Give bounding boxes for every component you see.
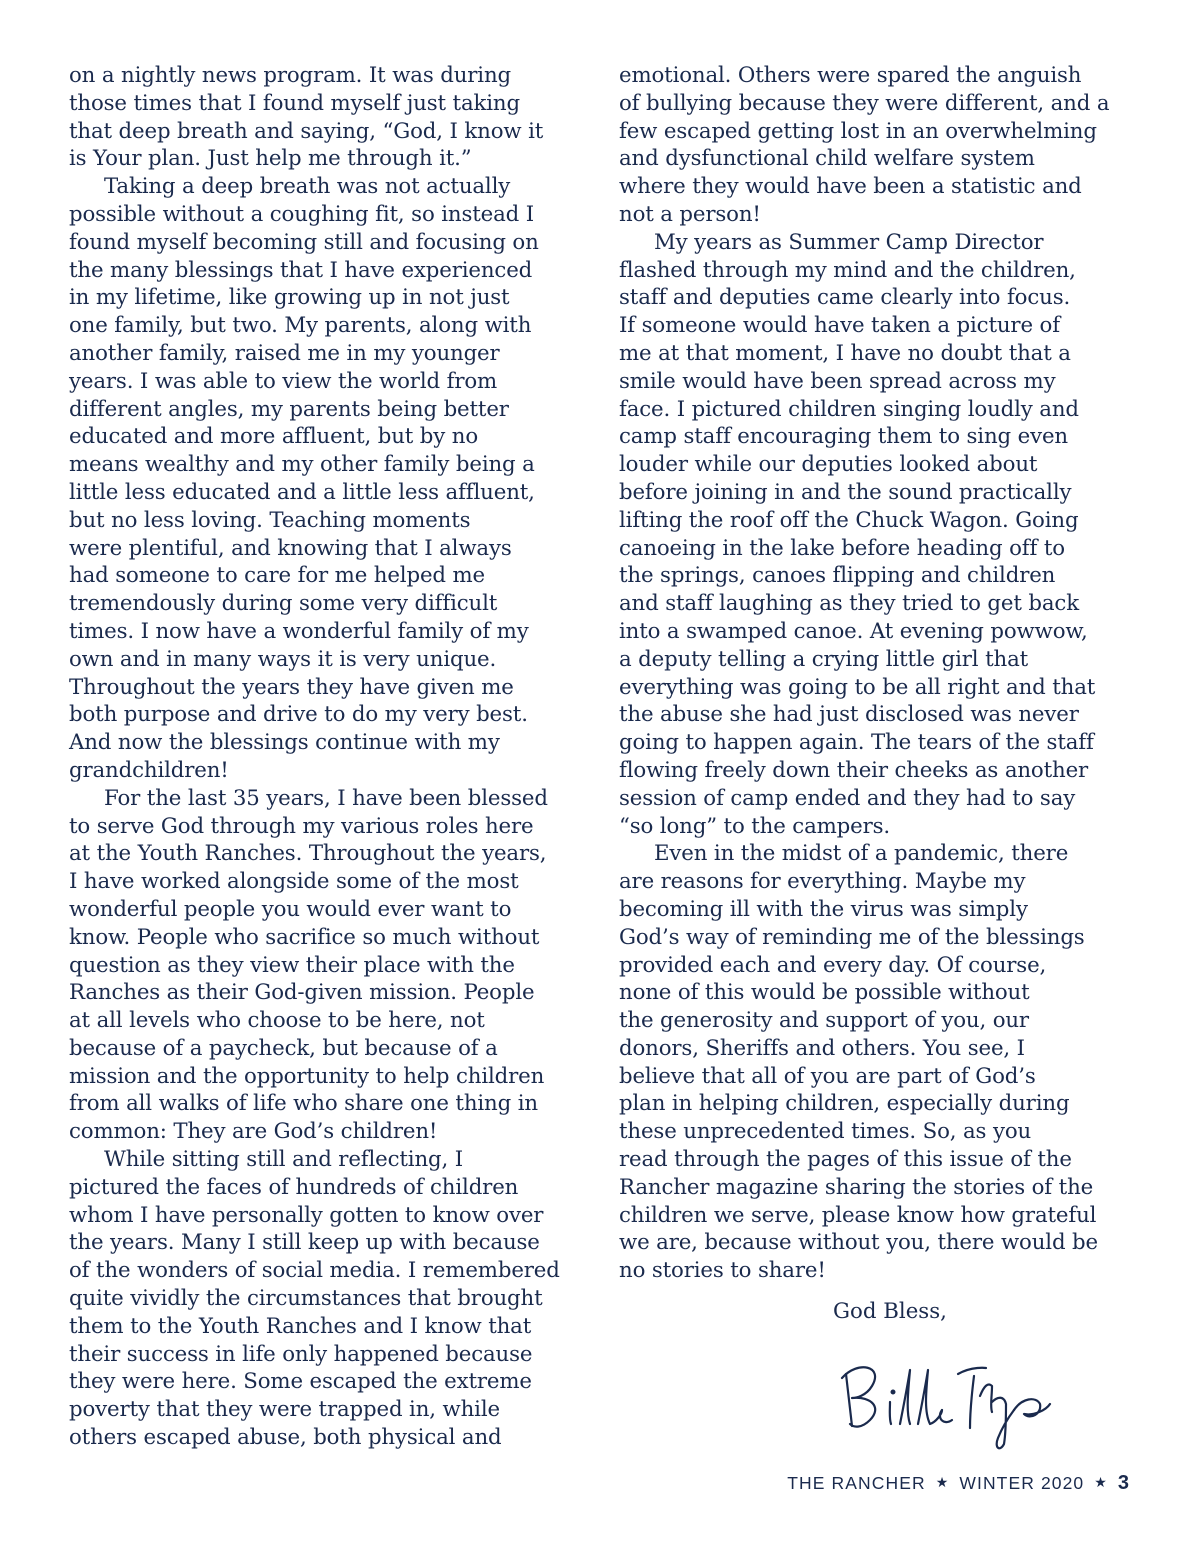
text-line: smile would have been spread across my: [619, 368, 1056, 394]
text-line: their success in life only happened because: [69, 1341, 533, 1367]
text-line: And now the blessings continue with my: [69, 730, 500, 756]
text-line: canoeing in the lake before heading off to: [619, 535, 1065, 561]
text-line: read through the pages of this issue of the: [619, 1147, 1072, 1173]
text-line: louder while our deputies looked about: [619, 452, 1038, 478]
text-line: poverty that they were trapped in, while: [69, 1397, 500, 1423]
text-line: before joining in and the sound practically: [619, 479, 1072, 505]
text-line: donors, Sheriffs and others. You see, I: [619, 1035, 1025, 1061]
text-line: whom I have personally gotten to know over: [69, 1202, 544, 1228]
text-line: the years. Many I still keep up with because: [69, 1230, 540, 1256]
text-line: everything was going to be all right and that: [619, 674, 1096, 700]
text-line: on a nightly news program. It was during: [69, 63, 512, 88]
text-line: Rancher magazine sharing the stories of the: [619, 1174, 1094, 1200]
text-line: pictured the faces of hundreds of children: [69, 1174, 519, 1200]
text-line: the abuse she had just disclosed was never: [619, 702, 1079, 728]
text-line: Even in the midst of a pandemic, there: [654, 841, 1069, 867]
text-line: few escaped getting lost in an overwhelming: [619, 118, 1097, 144]
text-line: where they would have been a statistic and: [619, 174, 1082, 200]
text-line: times. I now have a wonderful family of my: [69, 618, 529, 644]
text-line: My years as Summer Camp Director: [654, 229, 1044, 255]
text-line: both purpose and drive to do my very best.: [69, 702, 528, 728]
page-footer: [787, 1472, 1129, 1495]
text-line: different angles, my parents being better: [69, 396, 509, 422]
text-line: from all walks of life who share one thing in: [69, 1091, 538, 1117]
text-line: we are, because without you, there would be: [619, 1230, 1098, 1256]
text-line: at all levels who choose to be here, not: [69, 1008, 485, 1034]
text-line: that deep breath and saying, “God, I know it: [69, 118, 544, 144]
text-line: Ranches as their God-given mission. People: [69, 980, 535, 1006]
text-line: own and in many ways it is very unique.: [69, 646, 497, 672]
text-line: in my lifetime, like growing up in not just: [69, 285, 510, 311]
issue-label: WINTER 2020: [959, 1473, 1085, 1493]
text-line: session of camp ended and they had to say: [619, 785, 1076, 811]
text-line: camp staff encouraging them to sing even: [619, 424, 1068, 450]
text-line: of bullying because they were different, and a: [619, 90, 1110, 116]
signature-image: [838, 1352, 1058, 1452]
star-icon: ★: [1094, 1474, 1108, 1490]
closing-salutation: God Bless,: [833, 1299, 947, 1324]
text-line: mission and the opportunity to help children: [69, 1063, 545, 1089]
text-line: they were here. Some escaped the extreme: [69, 1369, 532, 1395]
text-line: the many blessings that I have experienced: [69, 257, 533, 283]
text-line: these unprecedented times. So, as you: [619, 1119, 1032, 1145]
text-line: because of a paycheck, but because of a: [69, 1035, 498, 1061]
text-line: the springs, canoes flipping and children: [619, 563, 1056, 589]
text-line: had someone to care for me helped me: [69, 563, 485, 589]
text-line: is Your plan. Just help me through it.”: [69, 146, 472, 172]
text-line: into a swamped canoe. At evening powwow,: [619, 618, 1088, 644]
text-line: I have worked alongside some of the most: [69, 869, 519, 895]
text-line: to serve God through my various roles here: [69, 813, 534, 839]
text-line: believe that all of you are part of God’s: [619, 1063, 1036, 1089]
text-line: God’s way of reminding me of the blessings: [619, 924, 1085, 950]
text-line: and staff laughing as they tried to get back: [619, 591, 1079, 617]
text-line: years. I was able to view the world from: [69, 368, 498, 394]
publication-name: THE RANCHER: [787, 1473, 926, 1493]
text-line: those times that I found myself just taking: [69, 90, 520, 116]
text-line: a deputy telling a crying little girl that: [619, 646, 1029, 672]
text-line: none of this would be possible without: [619, 980, 1030, 1006]
text-line: quite vividly the circumstances that brought: [69, 1286, 543, 1312]
text-line: and dysfunctional child welfare system: [619, 146, 1035, 172]
text-line: going to happen again. The tears of the staff: [619, 730, 1094, 756]
right-column: [619, 62, 1139, 1285]
text-line: tremendously during some very difficult: [69, 591, 498, 617]
text-line: but no less loving. Teaching moments: [69, 507, 471, 533]
text-line: the generosity and support of you, our: [619, 1008, 1029, 1034]
left-column: [69, 62, 585, 1452]
text-line: are reasons for everything. Maybe my: [619, 869, 1026, 895]
text-line: another family, raised me in my younger: [69, 340, 500, 366]
text-line: lifting the roof off the Chuck Wagon. Going: [619, 507, 1079, 533]
text-line: of the wonders of social media. I remembered: [69, 1258, 560, 1284]
text-line: found myself becoming still and focusing on: [69, 229, 539, 255]
text-line: For the last 35 years, I have been blessed: [104, 785, 548, 811]
text-line: me at that moment, I have no doubt that a: [619, 340, 1071, 366]
text-line: children we serve, please know how grateful: [619, 1202, 1097, 1228]
text-line: Throughout the years they have given me: [69, 674, 514, 700]
text-line: flashed through my mind and the children,: [619, 257, 1076, 283]
text-line: becoming ill with the virus was simply: [619, 896, 1028, 922]
text-line: not a person!: [619, 201, 761, 227]
text-line: possible without a coughing fit, so instead I: [69, 201, 535, 227]
text-line: flowing freely down their cheeks as another: [619, 757, 1089, 783]
text-line: emotional. Others were spared the anguish: [619, 63, 1082, 88]
text-line: means wealthy and my other family being a: [69, 452, 535, 478]
text-line: know. People who sacrifice so much without: [69, 924, 540, 950]
text-line: While sitting still and reflecting, I: [104, 1147, 464, 1173]
text-line: If someone would have taken a picture of: [619, 313, 1060, 339]
star-icon: ★: [935, 1474, 950, 1490]
text-line: educated and more affluent, but by no: [69, 424, 479, 450]
text-line: question as they view their place with the: [69, 952, 515, 978]
text-line: little less educated and a little less affluent,: [69, 479, 535, 505]
text-line: at the Youth Ranches. Throughout the years,: [69, 841, 547, 867]
text-line: Taking a deep breath was not actually: [104, 174, 511, 200]
text-line: were plentiful, and knowing that I always: [69, 535, 512, 561]
page-number: 3: [1117, 1472, 1129, 1494]
text-line: staff and deputies came clearly into focus.: [619, 285, 1071, 311]
text-line: common: They are God’s children!: [69, 1119, 438, 1145]
text-line: wonderful people you would ever want to: [69, 896, 512, 922]
text-line: grandchildren!: [69, 757, 229, 783]
text-line: them to the Youth Ranches and I know that: [69, 1313, 532, 1339]
text-line: others escaped abuse, both physical and: [69, 1425, 502, 1451]
text-line: “so long” to the campers.: [619, 813, 891, 839]
text-line: face. I pictured children singing loudly and: [619, 396, 1079, 422]
text-line: one family, but two. My parents, along with: [69, 313, 532, 339]
text-line: plan in helping children, especially during: [619, 1091, 1070, 1117]
text-line: no stories to share!: [619, 1258, 826, 1284]
text-line: provided each and every day. Of course,: [619, 952, 1047, 978]
